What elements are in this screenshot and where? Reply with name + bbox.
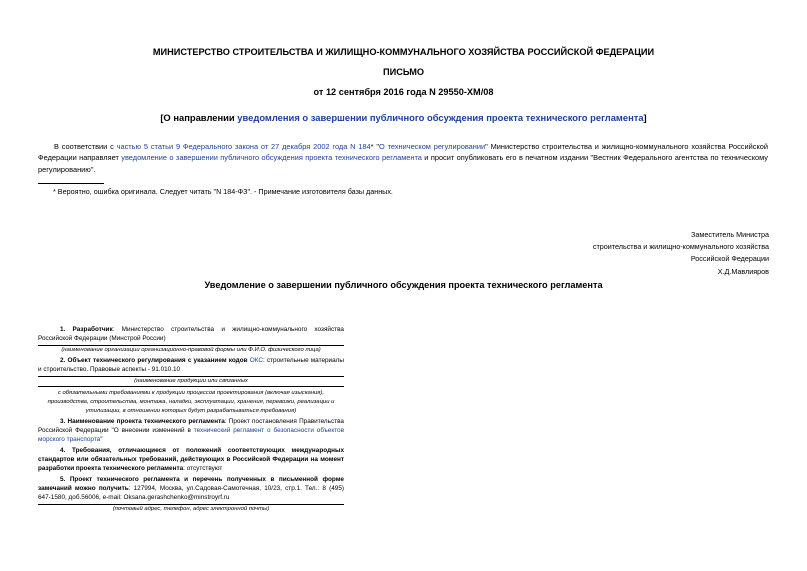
item-label: 5. Проект технического регламента и перечень полученных в письменной форме замечаний можно получить: [38, 476, 344, 493]
item-value: : строительные материалы и строительство. Правовые аспекты - 91.010.10: [38, 357, 344, 374]
body-text: " Министерство строительства и жилищно-коммунального хозяйства Российской Федерации направляет: [38, 142, 769, 163]
body-text: * ": [370, 142, 379, 151]
footnote-divider: [38, 183, 104, 184]
body-text: и просит опубликовать его в печатном издании "Вестник Федерального агентства по техническому регулированию".: [38, 153, 768, 174]
body-paragraph: [38, 141, 768, 175]
document-type: ПИСЬМО: [382, 67, 425, 77]
notice-item-requirements: [38, 446, 344, 474]
signature-country: Российской Федерации: [690, 254, 769, 264]
notice-item-contacts: [38, 475, 344, 503]
document-date-number: от 12 сентября 2016 года N 29550-ХМ/08: [313, 87, 494, 97]
item-value: ": [100, 436, 103, 444]
caption-object-continued: с обязательными требованиями к продукции процессов проектирования (включая изыскания), производства, строительства, монтажа, наладки, эксплуатации, хранения, перевозки, реализации и утилизации, в отношении которых будут разрабатываться требования): [47, 390, 335, 415]
notice-link[interactable]: уведомление о завершении публичного обсуждения проекта технического регламента: [121, 153, 422, 163]
caption-developer: (наименование организации организационно-правовой формы или Ф.И.О. физического лица): [61, 347, 321, 353]
law-name-link[interactable]: О техническом регулировании: [378, 142, 486, 151]
signature-ministry: строительства и жилищно-коммунального хозяйства: [592, 242, 769, 252]
item-value: : Проект постановления Правительства Российской Федерации "О внесении изменений в: [38, 418, 344, 435]
item-value: : 127994, Москва, ул.Садовая-Самотечная, 10/23, стр.1. Тел.: 8 (495) 647-1580, доб.56006, e-mail: Oksana.gerashchenko@minstroyrf.ru: [38, 485, 344, 502]
oks-link[interactable]: ОКС: [249, 357, 263, 364]
subject-close: ]: [643, 112, 647, 123]
caption-object: (наименование продукции или связанных: [134, 378, 248, 384]
signature-position: Заместитель Министра: [691, 230, 769, 239]
notice-item-project-name: [38, 417, 344, 445]
footnote: * Вероятно, ошибка оригинала. Следует читать "N 184-ФЗ". - Примечание изготовителя базы данных.: [53, 187, 393, 196]
notice-title: Уведомление о завершении публичного обсуждения проекта технического регламента: [204, 280, 603, 290]
signature-block: [593, 229, 769, 278]
item-value: : отсутствуют: [183, 465, 223, 473]
document-subject: [0, 112, 807, 123]
notice-item-object: [38, 356, 344, 374]
ministry-title: МИНИСТЕРСТВО СТРОИТЕЛЬСТВА И ЖИЛИЩНО-КОММУНАЛЬНОГО ХОЗЯЙСТВА РОССИЙСКОЙ ФЕДЕРАЦИИ: [152, 47, 655, 57]
item-label: 2. Объект технического регулирования с указанием кодов: [60, 357, 250, 364]
law-article-link[interactable]: частью 5 статьи 9 Федерального закона от 27 декабря 2002 года N 184: [116, 142, 371, 151]
divider: [38, 386, 344, 387]
item-value: : Министерство строительства и жилищно-коммунального хозяйства Российской Федерации (Минстрой России): [38, 326, 344, 343]
item-label: 3. Наименование проекта технического регламента: [60, 418, 225, 425]
notice-item-developer: [38, 325, 344, 343]
subject-link[interactable]: уведомления о завершении публичного обсуждения проекта технического регламента: [237, 112, 644, 123]
item-label: 4. Требования, отличающиеся от положений соответствующих международных стандартов или обязательных требований, действующих в Российской Федерации на момент разработки проекта технического регламента: [38, 447, 344, 473]
reglament-link[interactable]: технический регламент о безопасности объектов морского транспорта: [38, 427, 344, 444]
body-text: В соответствии с: [54, 142, 117, 151]
item-label: 1. Разработчик: [60, 326, 113, 333]
subject-open: [О направлении: [160, 112, 238, 123]
signature-name: Х.Д.Мавлияров: [717, 266, 769, 276]
caption-contacts: (почтовый адрес, телефон, адрес электронной почты): [112, 506, 270, 512]
